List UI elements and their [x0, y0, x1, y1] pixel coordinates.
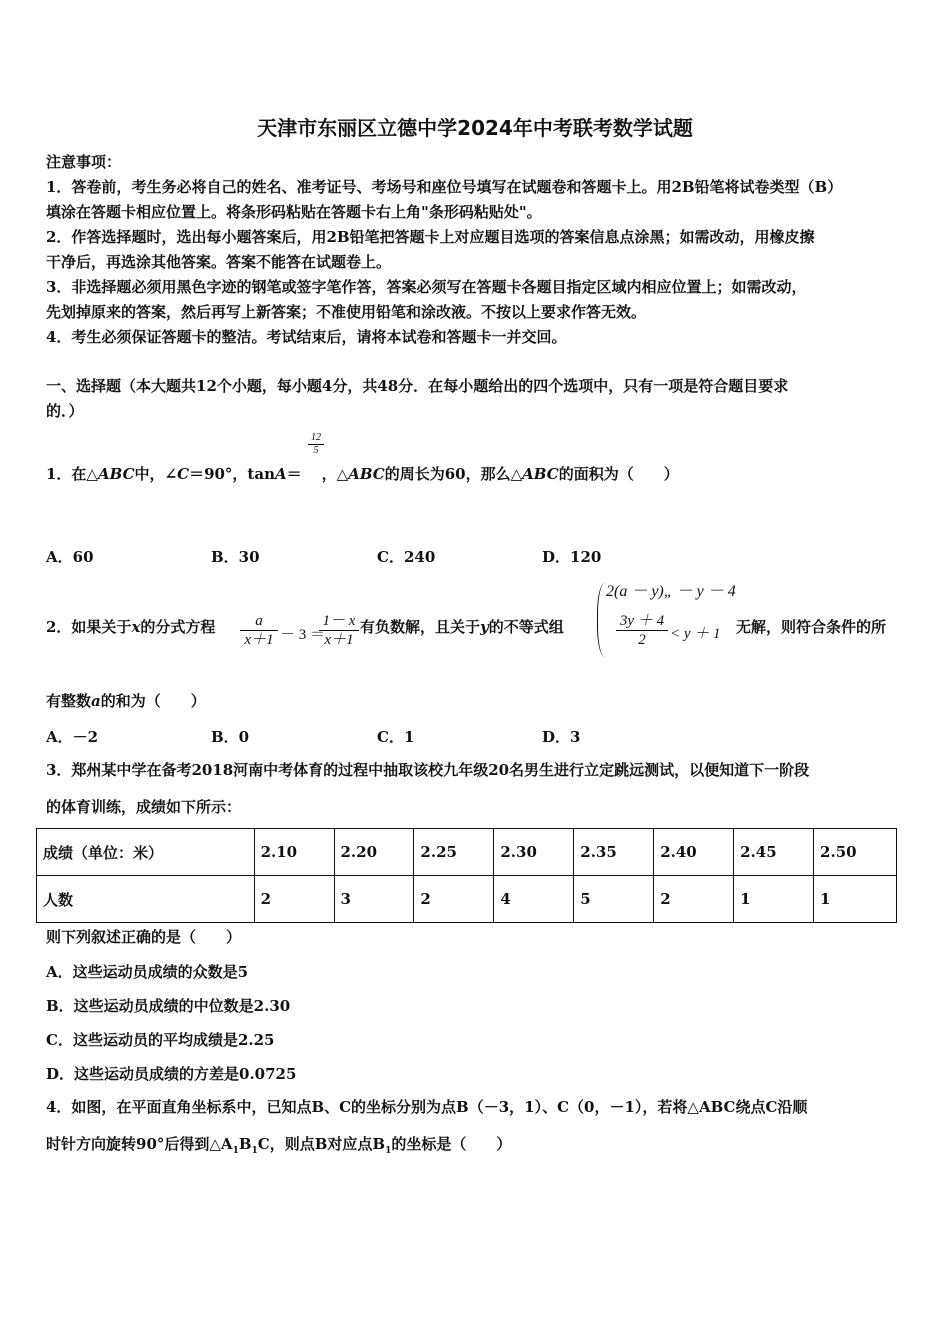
q2-eq-fraction-2 [319, 612, 359, 649]
q2-ineq2-rhs: < y ＋ 1 [670, 626, 721, 642]
q2-x: x [131, 618, 141, 636]
table-cell: 1 [734, 876, 814, 923]
table-cell: 2.40 [654, 829, 734, 876]
q2-a: a [91, 692, 101, 710]
q2-eq-num1: a [255, 613, 263, 629]
q2-option-a: A．－2 [46, 728, 99, 746]
q1-text: 的周长为60，那么△ [384, 465, 523, 483]
q3-stem-line1: 3．郑州某中学在备考2018河南中考体育的过程中抽取该校九年级20名男生进行立定跳远测试，以便知道下一阶段 [46, 761, 810, 779]
notice-line: 1．答卷前，考生务必将自己的姓名、准考证号、考场号和座位号填写在试题卷和答题卡上。用2B铅笔将试卷类型（B） [46, 178, 843, 196]
q3-stem-line2: 的体育训练，成绩如下所示： [46, 798, 242, 816]
q2-eq-mid: － 3 ＝ [280, 627, 326, 643]
q2-text: 2．如果关于 [46, 618, 132, 636]
notice-line: 4．考生必须保证答题卡的整洁。考试结束后，请将本试卷和答题卡一并交回。 [46, 328, 567, 346]
q1-option-c: C．240 [377, 548, 436, 566]
q1-tan-fraction [308, 432, 324, 457]
table-cell: 3 [334, 876, 414, 923]
q1-c: C [177, 465, 190, 483]
table-cell: 2.10 [254, 829, 334, 876]
q2-option-c: C．1 [377, 728, 415, 746]
section-heading-cont: 的．） [46, 402, 84, 420]
q1-stem [46, 464, 679, 484]
q4-text: B [238, 1135, 252, 1153]
notice-line: 2．作答选择题时，选出每小题答案后，用2B铅笔把答题卡上对应题目选项的答案信息点涂黑；如需改动，用橡皮擦 [46, 228, 815, 246]
q2-eq-num2: 1－ x [322, 613, 356, 629]
q2-ineq2-num: 3y ＋ 4 [619, 613, 665, 629]
q1-frac-num: 12 [311, 432, 321, 443]
table-cell: 2 [414, 876, 494, 923]
page-title: 天津市东丽区立德中学2024年中考联考数学试题 [257, 116, 693, 140]
table-cell: 2.50 [814, 829, 897, 876]
notice-line: 填涂在答题卡相应位置上。将条形码粘贴在答题卡右上角"条形码粘贴处"。 [46, 203, 542, 221]
q2-stem-part3: 无解，则符合条件的所 [736, 618, 887, 636]
q1-text: 1．在△ [46, 465, 98, 483]
q1-text: 的面积为（ ） [558, 465, 679, 483]
q2-ineq1: 2(a － y)„ － y － 4 [606, 583, 736, 600]
q4-text: 的坐标是（ ） [391, 1135, 512, 1153]
table-header-score: 成绩（单位：米） [37, 829, 255, 876]
q2-text: 的分式方程 [140, 618, 216, 636]
q4-sub: 1 [232, 1146, 239, 1156]
q3-question: 则下列叙述正确的是（ ） [46, 928, 242, 946]
section-heading: 一、选择题（本大题共12个小题，每小题4分，共48分．在每小题给出的四个选项中，只有一项是符合题目要求 [46, 377, 789, 395]
table-cell: 1 [814, 876, 897, 923]
q4-stem-line2 [46, 1134, 511, 1161]
q1-option-a: A．60 [46, 548, 94, 566]
q3-option-a: A．这些运动员成绩的众数是5 [46, 963, 249, 981]
table-row [37, 829, 897, 876]
table-cell: 2 [654, 876, 734, 923]
q2-text: 的和为（ ） [100, 692, 206, 710]
q1-text: ＝ [286, 465, 302, 483]
q2-eq-fraction-1 [240, 612, 278, 649]
q2-text: 的不等式组 [488, 618, 564, 636]
q4-text: 时针方向旋转90°后得到△A [46, 1135, 233, 1153]
q2-text: 有整数 [46, 692, 92, 710]
q2-stem-part2 [360, 617, 564, 637]
q4-text: C，则点B对应点B [257, 1135, 386, 1153]
q3-option-c: C．这些运动员的平均成绩是2.25 [46, 1031, 275, 1049]
q2-eq-den2: x＋1 [324, 632, 354, 648]
q1-text: ，△ [321, 465, 349, 483]
notice-line: 干净后，再选涂其他答案。答案不能答在试题卷上。 [46, 253, 392, 271]
q2-ineq2-den: 2 [638, 632, 646, 648]
q3-option-b: B．这些运动员成绩的中位数是2.30 [46, 997, 291, 1015]
table-cell: 2.30 [494, 829, 574, 876]
q2-text: 有负数解，且关于 [360, 618, 481, 636]
q2-stem-part1 [46, 617, 215, 637]
q2-option-b: B．0 [211, 728, 250, 746]
q2-ineq2-fraction [616, 612, 668, 649]
q1-option-d: D．120 [542, 548, 602, 566]
table-cell: 2.45 [734, 829, 814, 876]
q2-eq-den1: x＋1 [244, 632, 274, 648]
q1-a: A [275, 465, 287, 483]
table-cell: 2.20 [334, 829, 414, 876]
q4-stem-line1: 4．如图，在平面直角坐标系中，已知点B、C的坐标分别为点B（－3，1）、C（0，－1），若将△ABC绕点C沿顺 [46, 1098, 808, 1116]
table-row [37, 876, 897, 923]
table-cell: 4 [494, 876, 574, 923]
q1-text: ＝90°，tan [189, 465, 275, 483]
q1-abc: ABC [97, 465, 135, 483]
q3-option-d: D．这些运动员成绩的方差是0.0725 [46, 1065, 297, 1083]
notice-line: 3．非选择题必须用黑色字迹的钢笔或签字笔作答，答案必须写在答题卡各题目指定区域内相应位置上；如需改动， [46, 278, 807, 296]
table-cell: 2 [254, 876, 334, 923]
q2-option-d: D．3 [542, 728, 581, 746]
q2-stem-line2 [46, 691, 206, 711]
table-cell: 2.25 [414, 829, 494, 876]
notice-line: 先划掉原来的答案，然后再写上新答案；不准使用铅笔和涂改液。不按以上要求作答无效。 [46, 303, 647, 321]
q1-frac-den: 5 [313, 445, 319, 456]
q2-y: y [480, 618, 489, 636]
notice-heading: 注意事项： [46, 153, 122, 171]
q4-sub: 1 [385, 1146, 392, 1156]
table-header-count: 人数 [37, 876, 255, 923]
inequality-brace [597, 583, 606, 657]
q1-abc: ABC [348, 465, 385, 483]
table-cell: 2.35 [574, 829, 654, 876]
table-cell: 5 [574, 876, 654, 923]
scores-table [36, 828, 897, 923]
q4-sub: 1 [251, 1146, 258, 1156]
q1-option-b: B．30 [211, 548, 260, 566]
q1-abc: ABC [522, 465, 559, 483]
q1-text: 中，∠ [134, 465, 178, 483]
